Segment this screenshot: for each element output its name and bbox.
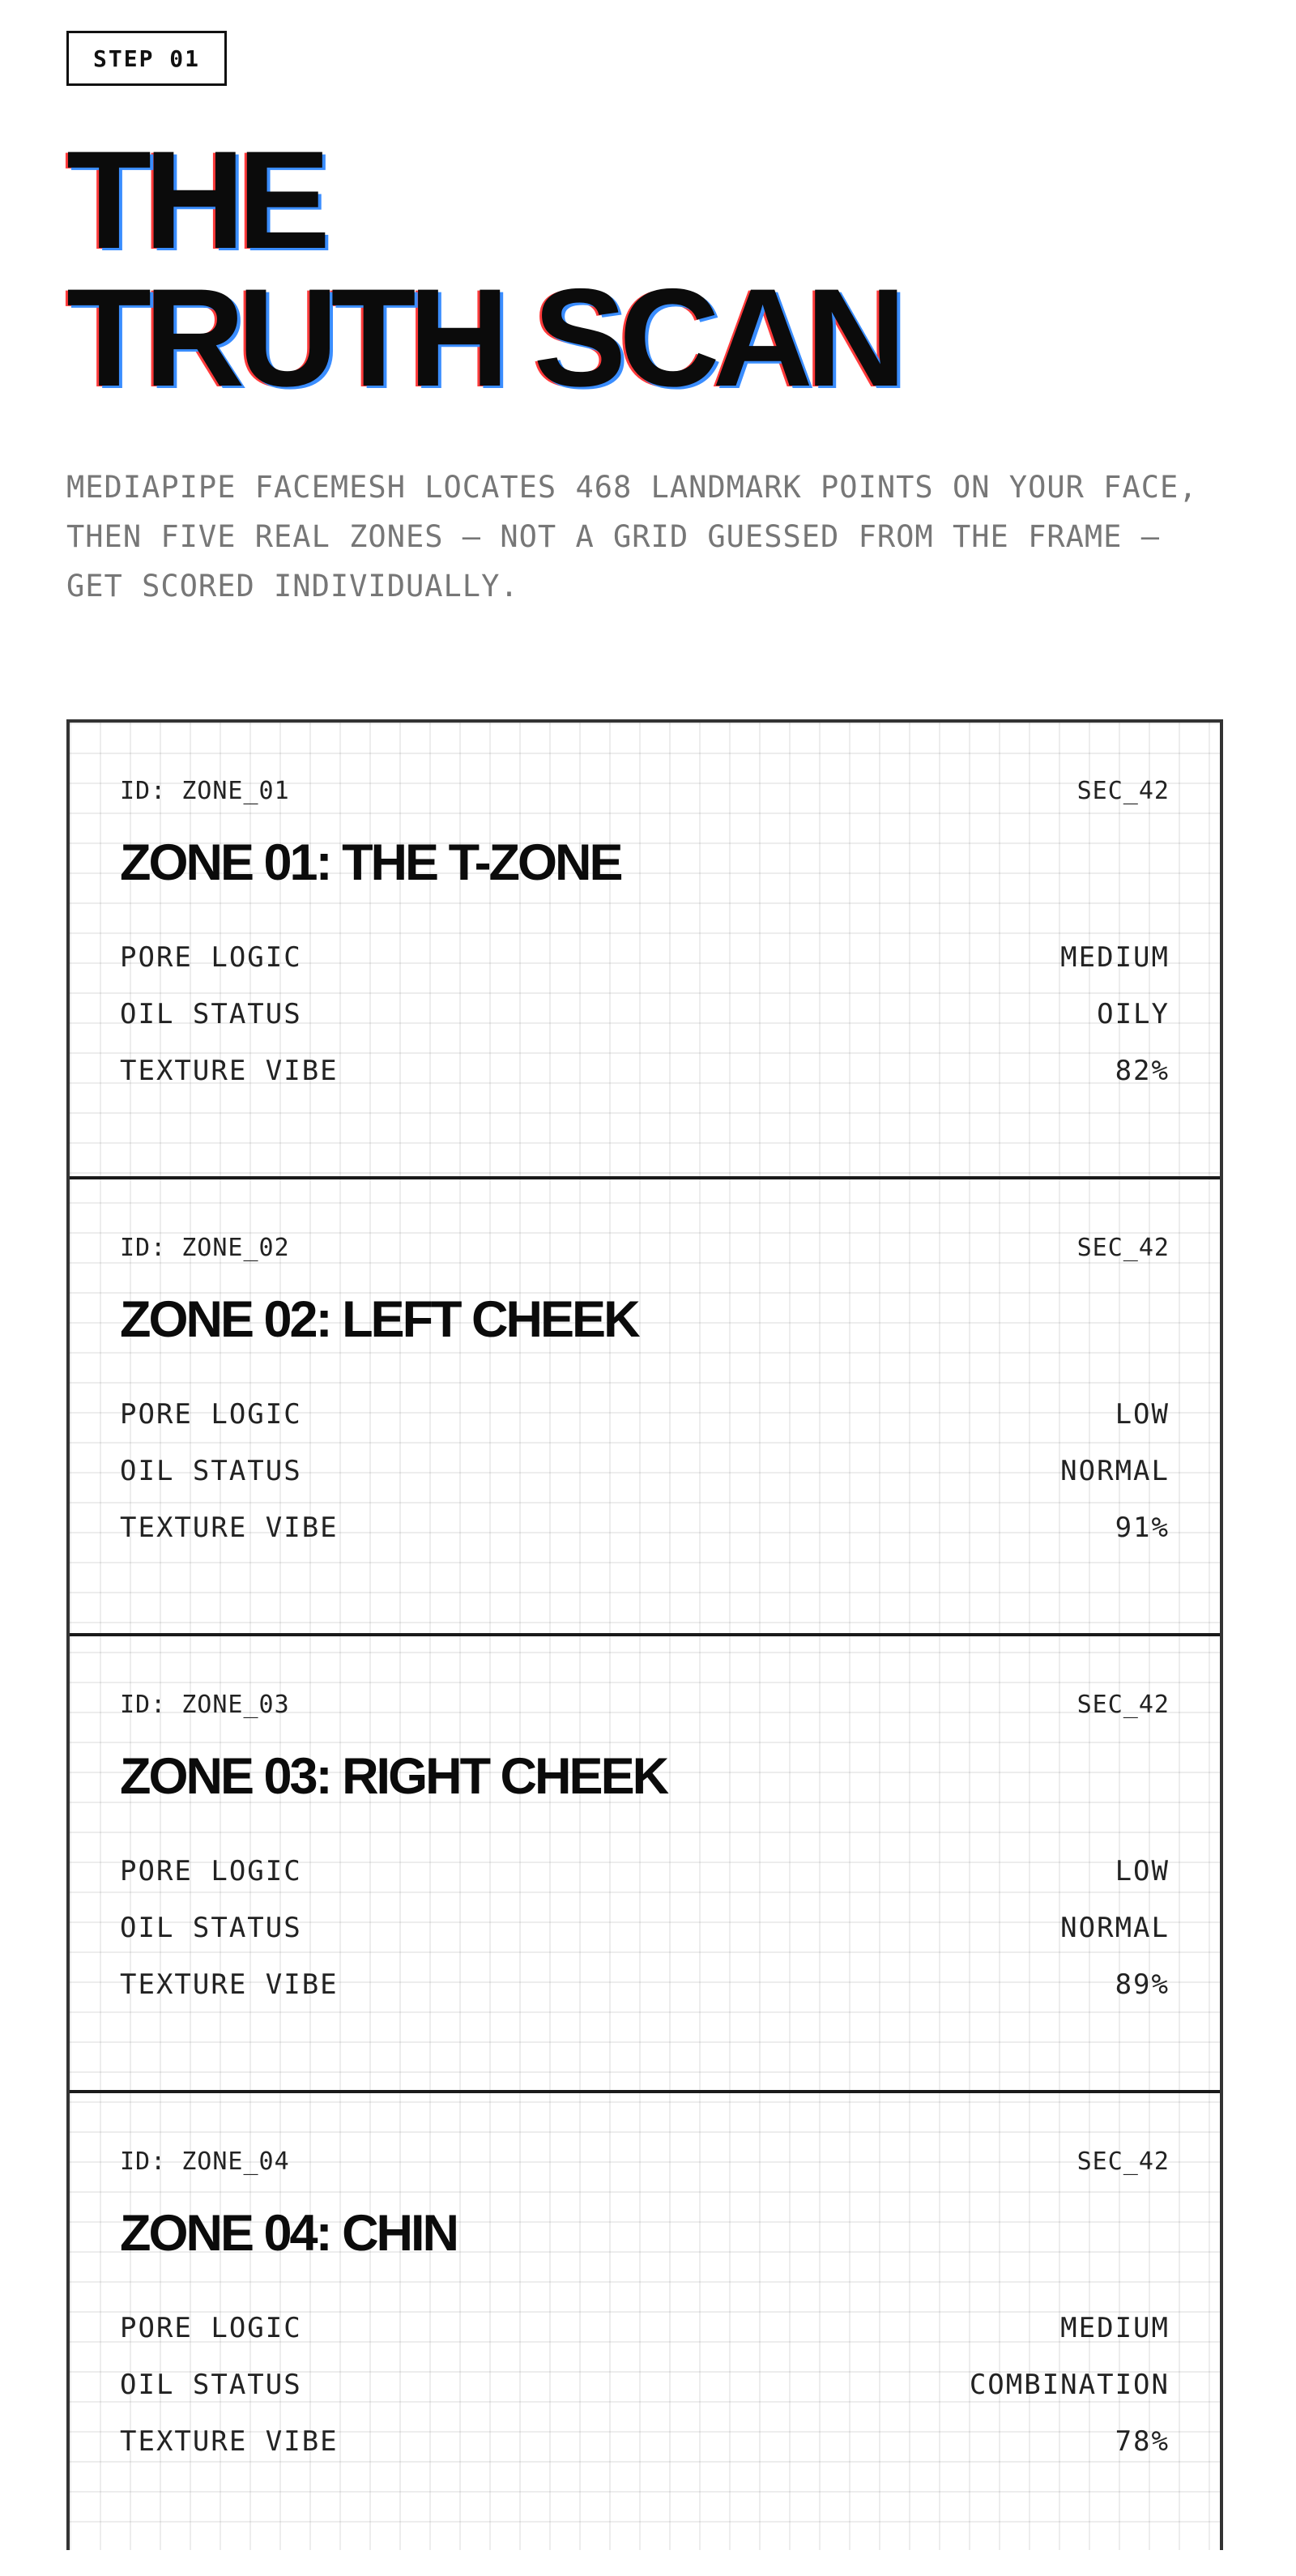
metric-row-pore-logic (120, 1843, 1170, 1900)
metric-value: 91% (1115, 1512, 1170, 1544)
metric-label: PORE LOGIC (120, 1398, 302, 1431)
metric-value: COMBINATION (969, 2369, 1170, 2401)
zone-metrics (120, 2300, 1170, 2470)
intro-description: MEDIAPIPE FACEMESH LOCATES 468 LANDMARK POINTS ON YOUR FACE, THEN FIVE REAL ZONES — NOT A GRID GUESSED FROM THE FRAME — GET SCORED INDIVIDUALLY. (66, 469, 1198, 603)
title-line-2: TRUTH SCAN (66, 260, 899, 416)
metric-row-texture-vibe (120, 1956, 1170, 2013)
zone-id: ID: ZONE_01 (120, 777, 290, 805)
zone-title: ZONE 02: LEFT CHEEK (120, 1291, 638, 1348)
metric-row-oil-status (120, 986, 1170, 1043)
metric-value: 89% (1115, 1968, 1170, 2001)
zone-meta (120, 779, 1170, 804)
metric-value: NORMAL (1060, 1455, 1170, 1487)
metric-value: LOW (1115, 1398, 1170, 1431)
metric-value: OILY (1097, 998, 1170, 1030)
zone-sector: SEC_42 (1076, 2147, 1170, 2176)
metric-row-oil-status (120, 1443, 1170, 1499)
zone-meta (120, 1236, 1170, 1260)
metric-label: TEXTURE VIBE (120, 1968, 339, 2001)
metric-label: OIL STATUS (120, 998, 302, 1030)
metric-value: LOW (1115, 1855, 1170, 1887)
zone-card-04 (70, 2093, 1220, 2550)
metric-value: MEDIUM (1060, 2312, 1170, 2344)
metric-row-texture-vibe (120, 1499, 1170, 1556)
metric-row-pore-logic (120, 929, 1170, 986)
zone-metrics (120, 1386, 1170, 1556)
metric-value: 78% (1115, 2425, 1170, 2458)
metric-label: PORE LOGIC (120, 2312, 302, 2344)
metric-label: PORE LOGIC (120, 1855, 302, 1887)
metric-row-oil-status (120, 2356, 1170, 2413)
zone-metrics (120, 1843, 1170, 2013)
metric-row-texture-vibe (120, 1043, 1170, 1099)
step-badge: STEP 01 (66, 31, 227, 86)
zone-meta (120, 1693, 1170, 1717)
metric-label: TEXTURE VIBE (120, 1055, 339, 1087)
zone-card-03 (70, 1636, 1220, 2093)
metric-row-pore-logic (120, 1386, 1170, 1443)
metric-row-pore-logic (120, 2300, 1170, 2356)
zone-metrics (120, 929, 1170, 1099)
zone-sector: SEC_42 (1076, 777, 1170, 805)
metric-label: TEXTURE VIBE (120, 1512, 339, 1544)
metric-label: OIL STATUS (120, 1455, 302, 1487)
metric-value: NORMAL (1060, 1912, 1170, 1944)
page-title (66, 122, 1217, 416)
metric-label: OIL STATUS (120, 2369, 302, 2401)
zone-id: ID: ZONE_02 (120, 1234, 290, 1262)
zone-id: ID: ZONE_03 (120, 1691, 290, 1719)
zone-sector: SEC_42 (1076, 1691, 1170, 1719)
metric-label: PORE LOGIC (120, 941, 302, 974)
zone-title: ZONE 04: CHIN (120, 2205, 458, 2262)
metric-row-oil-status (120, 1900, 1170, 1956)
metric-row-texture-vibe (120, 2413, 1170, 2470)
metric-label: OIL STATUS (120, 1912, 302, 1944)
truth-scan-section (66, 31, 1217, 2458)
title-line-1: THE (66, 122, 323, 278)
zone-title: ZONE 01: THE T-ZONE (120, 834, 621, 891)
zone-list (66, 719, 1223, 2550)
metric-value: MEDIUM (1060, 941, 1170, 974)
metric-label: TEXTURE VIBE (120, 2425, 339, 2458)
metric-value: 82% (1115, 1055, 1170, 1087)
zone-card-02 (70, 1179, 1220, 1636)
zone-id: ID: ZONE_04 (120, 2147, 290, 2176)
zone-card-01 (70, 723, 1220, 1179)
zone-title: ZONE 03: RIGHT CHEEK (120, 1748, 667, 1805)
zone-meta (120, 2147, 1170, 2176)
zone-sector: SEC_42 (1076, 1234, 1170, 1262)
